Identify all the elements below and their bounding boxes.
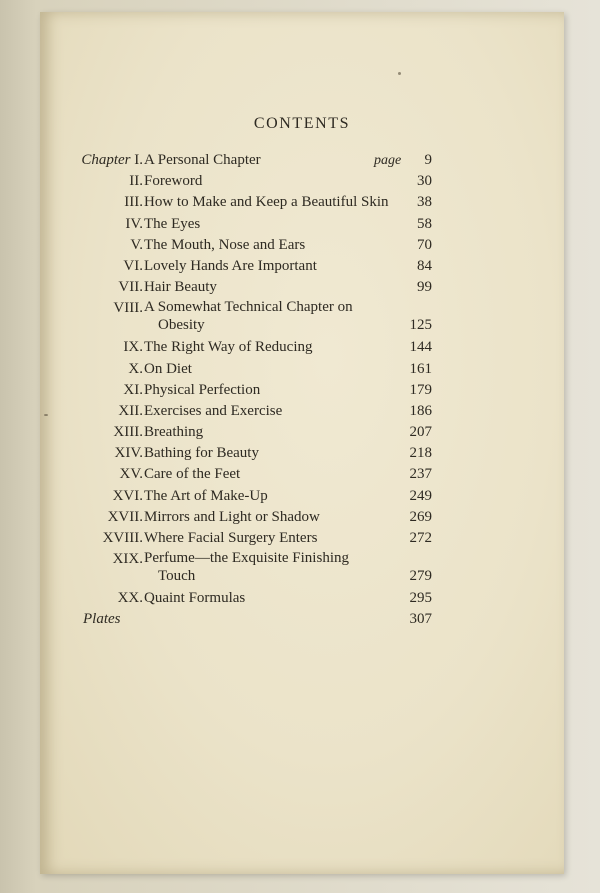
chapter-number <box>130 235 143 256</box>
page-number: 207 <box>409 424 432 441</box>
chapter-number <box>125 214 143 235</box>
toc-entry <box>40 235 564 256</box>
toc-entry <box>40 256 564 277</box>
page-number: 161 <box>409 360 432 377</box>
toc-entry <box>40 507 564 528</box>
chapter-title: Physical Perfection <box>144 381 261 398</box>
chapter-numeral: VII. <box>118 279 143 296</box>
chapter-number <box>113 486 143 507</box>
chapter-number <box>123 256 143 277</box>
chapter-title <box>144 298 402 334</box>
chapter-number <box>123 337 143 358</box>
chapter-title: Breathing <box>144 424 204 441</box>
chapter-title-line: Touch <box>158 568 196 585</box>
toc-entry <box>40 298 564 337</box>
page-number: 58 <box>417 215 432 232</box>
toc-entry <box>40 401 564 422</box>
chapter-number <box>123 380 143 401</box>
chapter-title: Where Facial Surgery Enters <box>144 530 318 546</box>
chapter-numeral: VIII. <box>113 300 143 317</box>
chapter-number <box>118 277 143 298</box>
chapter-numeral: X. <box>128 360 143 377</box>
chapter-title: On Diet <box>144 360 192 377</box>
page-number: 125 <box>409 317 432 334</box>
page-number: 279 <box>409 568 432 585</box>
chapter-title-line: Obesity <box>158 317 205 334</box>
toc-entry <box>40 422 564 443</box>
chapter-numeral: XIII. <box>113 424 143 441</box>
page-number: 269 <box>409 508 432 525</box>
table-of-contents <box>40 150 564 631</box>
chapter-title: Lovely Hands Are Important <box>144 257 317 274</box>
book-page <box>40 12 564 874</box>
chapter-numeral: IX. <box>123 339 143 356</box>
page-column-label: page <box>374 153 402 168</box>
chapter-number <box>113 422 143 443</box>
chapter-number <box>129 171 143 192</box>
contents-heading: CONTENTS <box>253 115 351 132</box>
page-number: 307 <box>409 611 432 628</box>
chapter-title: The Art of Make-Up <box>144 487 268 504</box>
plates-label: Plates <box>83 611 121 628</box>
chapter-title: Bathing for Beauty <box>144 445 259 462</box>
chapter-title-line: A Somewhat Technical Chapter on <box>144 299 353 316</box>
page-number: 218 <box>409 445 432 462</box>
chapter-title: Hair Beauty <box>144 279 217 296</box>
toc-entry <box>40 464 564 485</box>
toc-entry <box>40 380 564 401</box>
chapter-numeral: III. <box>124 194 143 211</box>
toc-entry <box>40 277 564 298</box>
toc-entry <box>40 359 564 380</box>
page-number: 144 <box>409 339 432 356</box>
page-number: 99 <box>417 279 432 296</box>
page-number: 38 <box>417 194 432 211</box>
chapter-numeral: XI. <box>123 381 143 398</box>
toc-entry <box>40 171 564 192</box>
chapter-number <box>113 549 143 570</box>
chapter-number <box>115 443 143 464</box>
chapter-numeral: II. <box>129 173 143 190</box>
toc-entry-plates <box>40 609 564 630</box>
chapter-title: Quaint Formulas <box>144 590 246 607</box>
toc-entry <box>40 150 564 171</box>
chapter-number <box>113 298 143 319</box>
chapter-title: How to Make and Keep a Beautiful Skin <box>144 194 389 211</box>
chapter-numeral: XVIII. <box>102 530 143 546</box>
page-number: 70 <box>417 236 432 253</box>
chapter-numeral: XIV. <box>114 445 143 462</box>
chapter-title-line: Perfume—the Exquisite Finishing <box>144 550 349 567</box>
chapter-number <box>120 464 143 485</box>
chapter-title: The Eyes <box>144 215 201 232</box>
chapter-number <box>124 192 143 213</box>
chapter-title: A Personal Chapter <box>144 152 261 168</box>
chapter-title: Foreword <box>144 173 203 190</box>
chapter-title: Exercises and Exercise <box>144 402 283 419</box>
chapter-number <box>81 150 143 171</box>
page-number: 249 <box>409 487 432 504</box>
page-number: 272 <box>409 530 432 546</box>
chapter-number <box>118 401 143 422</box>
chapter-title: Mirrors and Light or Shadow <box>144 508 320 525</box>
chapter-title <box>144 549 402 585</box>
toc-entry <box>40 443 564 464</box>
toc-entry <box>40 549 564 588</box>
chapter-number <box>118 588 143 609</box>
toc-entry <box>40 588 564 609</box>
chapter-numeral: V. <box>130 236 143 253</box>
chapter-word: Chapter <box>81 152 131 168</box>
page-number: 30 <box>417 173 432 190</box>
toc-entry <box>40 337 564 358</box>
chapter-numeral: XX. <box>117 590 143 607</box>
toc-entry <box>40 192 564 213</box>
chapter-number <box>108 507 143 528</box>
chapter-numeral: IV. <box>125 215 143 232</box>
paper-speck <box>398 72 401 75</box>
chapter-numeral: VI. <box>123 257 143 274</box>
chapter-numeral: XVII. <box>107 508 143 525</box>
chapter-numeral: XII. <box>118 402 143 419</box>
page-number: 295 <box>409 590 432 607</box>
page-number: 9 <box>424 152 432 168</box>
chapter-number <box>103 528 143 549</box>
chapter-numeral: XVI. <box>112 487 143 504</box>
page-number: 186 <box>409 402 432 419</box>
page-number: 84 <box>417 257 432 274</box>
toc-entry <box>40 528 564 549</box>
chapter-title: Care of the Feet <box>144 466 241 483</box>
chapter-numeral: I. <box>134 152 143 168</box>
page-number: 237 <box>409 466 432 483</box>
toc-entry <box>40 486 564 507</box>
chapter-title: The Right Way of Reducing <box>144 339 313 356</box>
chapter-numeral: XV. <box>119 466 143 483</box>
page-number: 179 <box>409 381 432 398</box>
toc-entry <box>40 214 564 235</box>
chapter-numeral: XIX. <box>112 551 143 568</box>
chapter-title: The Mouth, Nose and Ears <box>144 236 306 253</box>
chapter-number <box>128 359 143 380</box>
